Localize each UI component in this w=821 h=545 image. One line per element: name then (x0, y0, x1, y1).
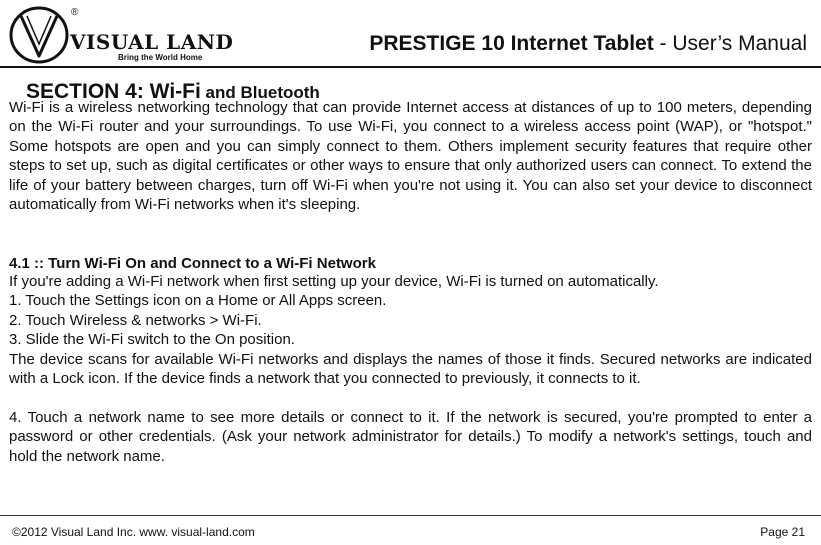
document-title (369, 32, 807, 56)
visual-land-logo (8, 4, 234, 64)
scan-paragraph: The device scans for available Wi-Fi networks and displays the names of those it finds. Secured networks are indicated with a Lock icon. If the device finds a network that you connected to previously, it connects to it. (9, 351, 812, 388)
lead-sentence: If you're adding a Wi-Fi network when first setting up your device, Wi-Fi is turned on automatically. (9, 273, 659, 290)
v-emblem-icon (8, 4, 70, 64)
section-title-rest: and Bluetooth (200, 83, 320, 102)
brand-name: VISUAL LAND (70, 30, 234, 54)
page-number: Page 21 (760, 525, 805, 539)
brand-tagline: Bring the World Home (118, 53, 203, 62)
subsection-title: 4.1 :: Turn Wi-Fi On and Connect to a Wi-Fi Network (9, 255, 376, 272)
step-2: 2. Touch Wireless & networks > Wi-Fi. (9, 312, 262, 329)
step-4: 4. Touch a network name to see more details or connect to it. If the network is secured, you're prompted to enter a password or other credentials. (Ask your network administrator for details.) To modify a network's settings, touch and hold the network name. (9, 409, 812, 465)
registered-mark: ® (71, 7, 79, 18)
header-divider (0, 66, 821, 68)
intro-paragraph: Wi-Fi is a wireless networking technology that can provide Internet access at distances of up to 100 meters, depending on the Wi-Fi router and your surroundings. To use Wi-Fi, you connect to a wireless access point (WAP), or "hotspot." Some hotspots are open and you can simply connect to them. Others implement security features that require other steps to set up, such as digital certificates or other ways to ensure that only authorized users can connect. To extend the life of your battery between charges, turn off Wi-Fi when you're not using it. You can also set your device to disconnect automatically from Wi-Fi networks when it's sleeping. (9, 99, 812, 214)
footer-divider (0, 515, 821, 516)
copyright-text: ©2012 Visual Land Inc. www. visual-land.com (12, 525, 255, 539)
step-1: 1. Touch the Settings icon on a Home or All Apps screen. (9, 292, 387, 309)
manual-label: - User’s Manual (653, 32, 807, 55)
page-header (0, 0, 821, 68)
product-name: PRESTIGE 10 Internet Tablet (369, 32, 654, 55)
section-title-main: SECTION 4: Wi-Fi (26, 80, 201, 103)
step-3: 3. Slide the Wi-Fi switch to the On position. (9, 331, 295, 348)
